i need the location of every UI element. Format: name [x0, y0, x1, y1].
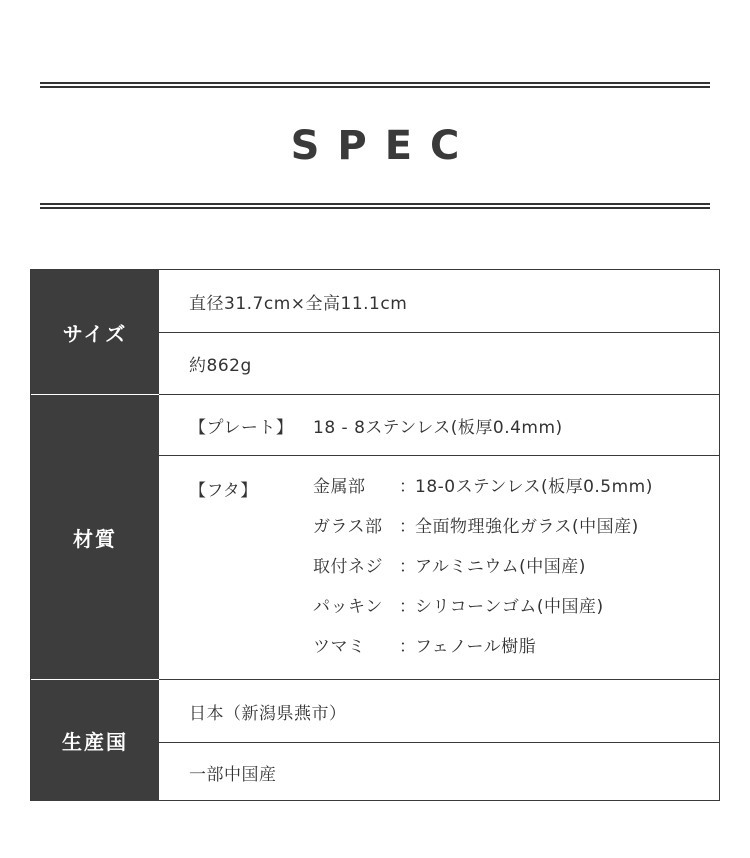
lid-part-line: [313, 636, 653, 676]
size-weight: 約862g: [159, 332, 719, 394]
lid-part-value: 18-0ステンレス(板厚0.5mm): [415, 477, 653, 497]
lid-part-line: [313, 596, 653, 636]
lid-part-line: [313, 516, 653, 556]
lid-part-colon: ：: [399, 557, 417, 577]
lid-part-name: 金属部: [313, 477, 366, 497]
material-lid-row: [159, 455, 719, 680]
lid-part-value: シリコーンゴム(中国産): [415, 597, 604, 617]
material-section: [31, 394, 719, 679]
lid-part-colon: ：: [399, 517, 417, 537]
lid-part-name: パッキン: [313, 597, 383, 617]
lid-part-colon: ：: [399, 637, 417, 657]
page-title: SPEC: [290, 123, 478, 169]
origin-heading: 生産国: [31, 679, 159, 801]
lid-part-value: 全面物理強化ガラス(中国産): [415, 517, 639, 537]
material-heading: 材質: [31, 394, 159, 679]
plate-tag: 【プレート】: [189, 417, 294, 438]
origin-primary: 日本（新潟県燕市）: [189, 703, 347, 724]
plate-value: 18 - 8ステンレス(板厚0.4mm): [313, 417, 563, 438]
lid-part-name: 取付ネジ: [313, 557, 383, 577]
lid-part-colon: ：: [399, 477, 417, 497]
lid-part-colon: ：: [399, 597, 417, 617]
material-plate-row: [159, 395, 719, 455]
origin-section: [31, 679, 719, 801]
top-double-rule: [40, 82, 710, 88]
lid-part-line: [313, 476, 653, 516]
size-section: [31, 270, 719, 394]
lid-part-name: ガラス部: [313, 517, 383, 537]
bottom-double-rule: [40, 203, 710, 209]
lid-part-line: [313, 556, 653, 596]
lid-parts-list: [313, 476, 653, 676]
spec-table: [30, 269, 720, 801]
origin-secondary: 一部中国産: [159, 742, 719, 802]
lid-part-value: フェノール樹脂: [415, 637, 537, 657]
size-heading: サイズ: [31, 270, 159, 394]
size-dimensions: 直径31.7cm×全高11.1cm: [189, 293, 408, 314]
lid-tag: 【フタ】: [189, 481, 258, 501]
lid-part-value: アルミニウム(中国産): [415, 557, 586, 577]
lid-part-name: ツマミ: [313, 637, 366, 657]
